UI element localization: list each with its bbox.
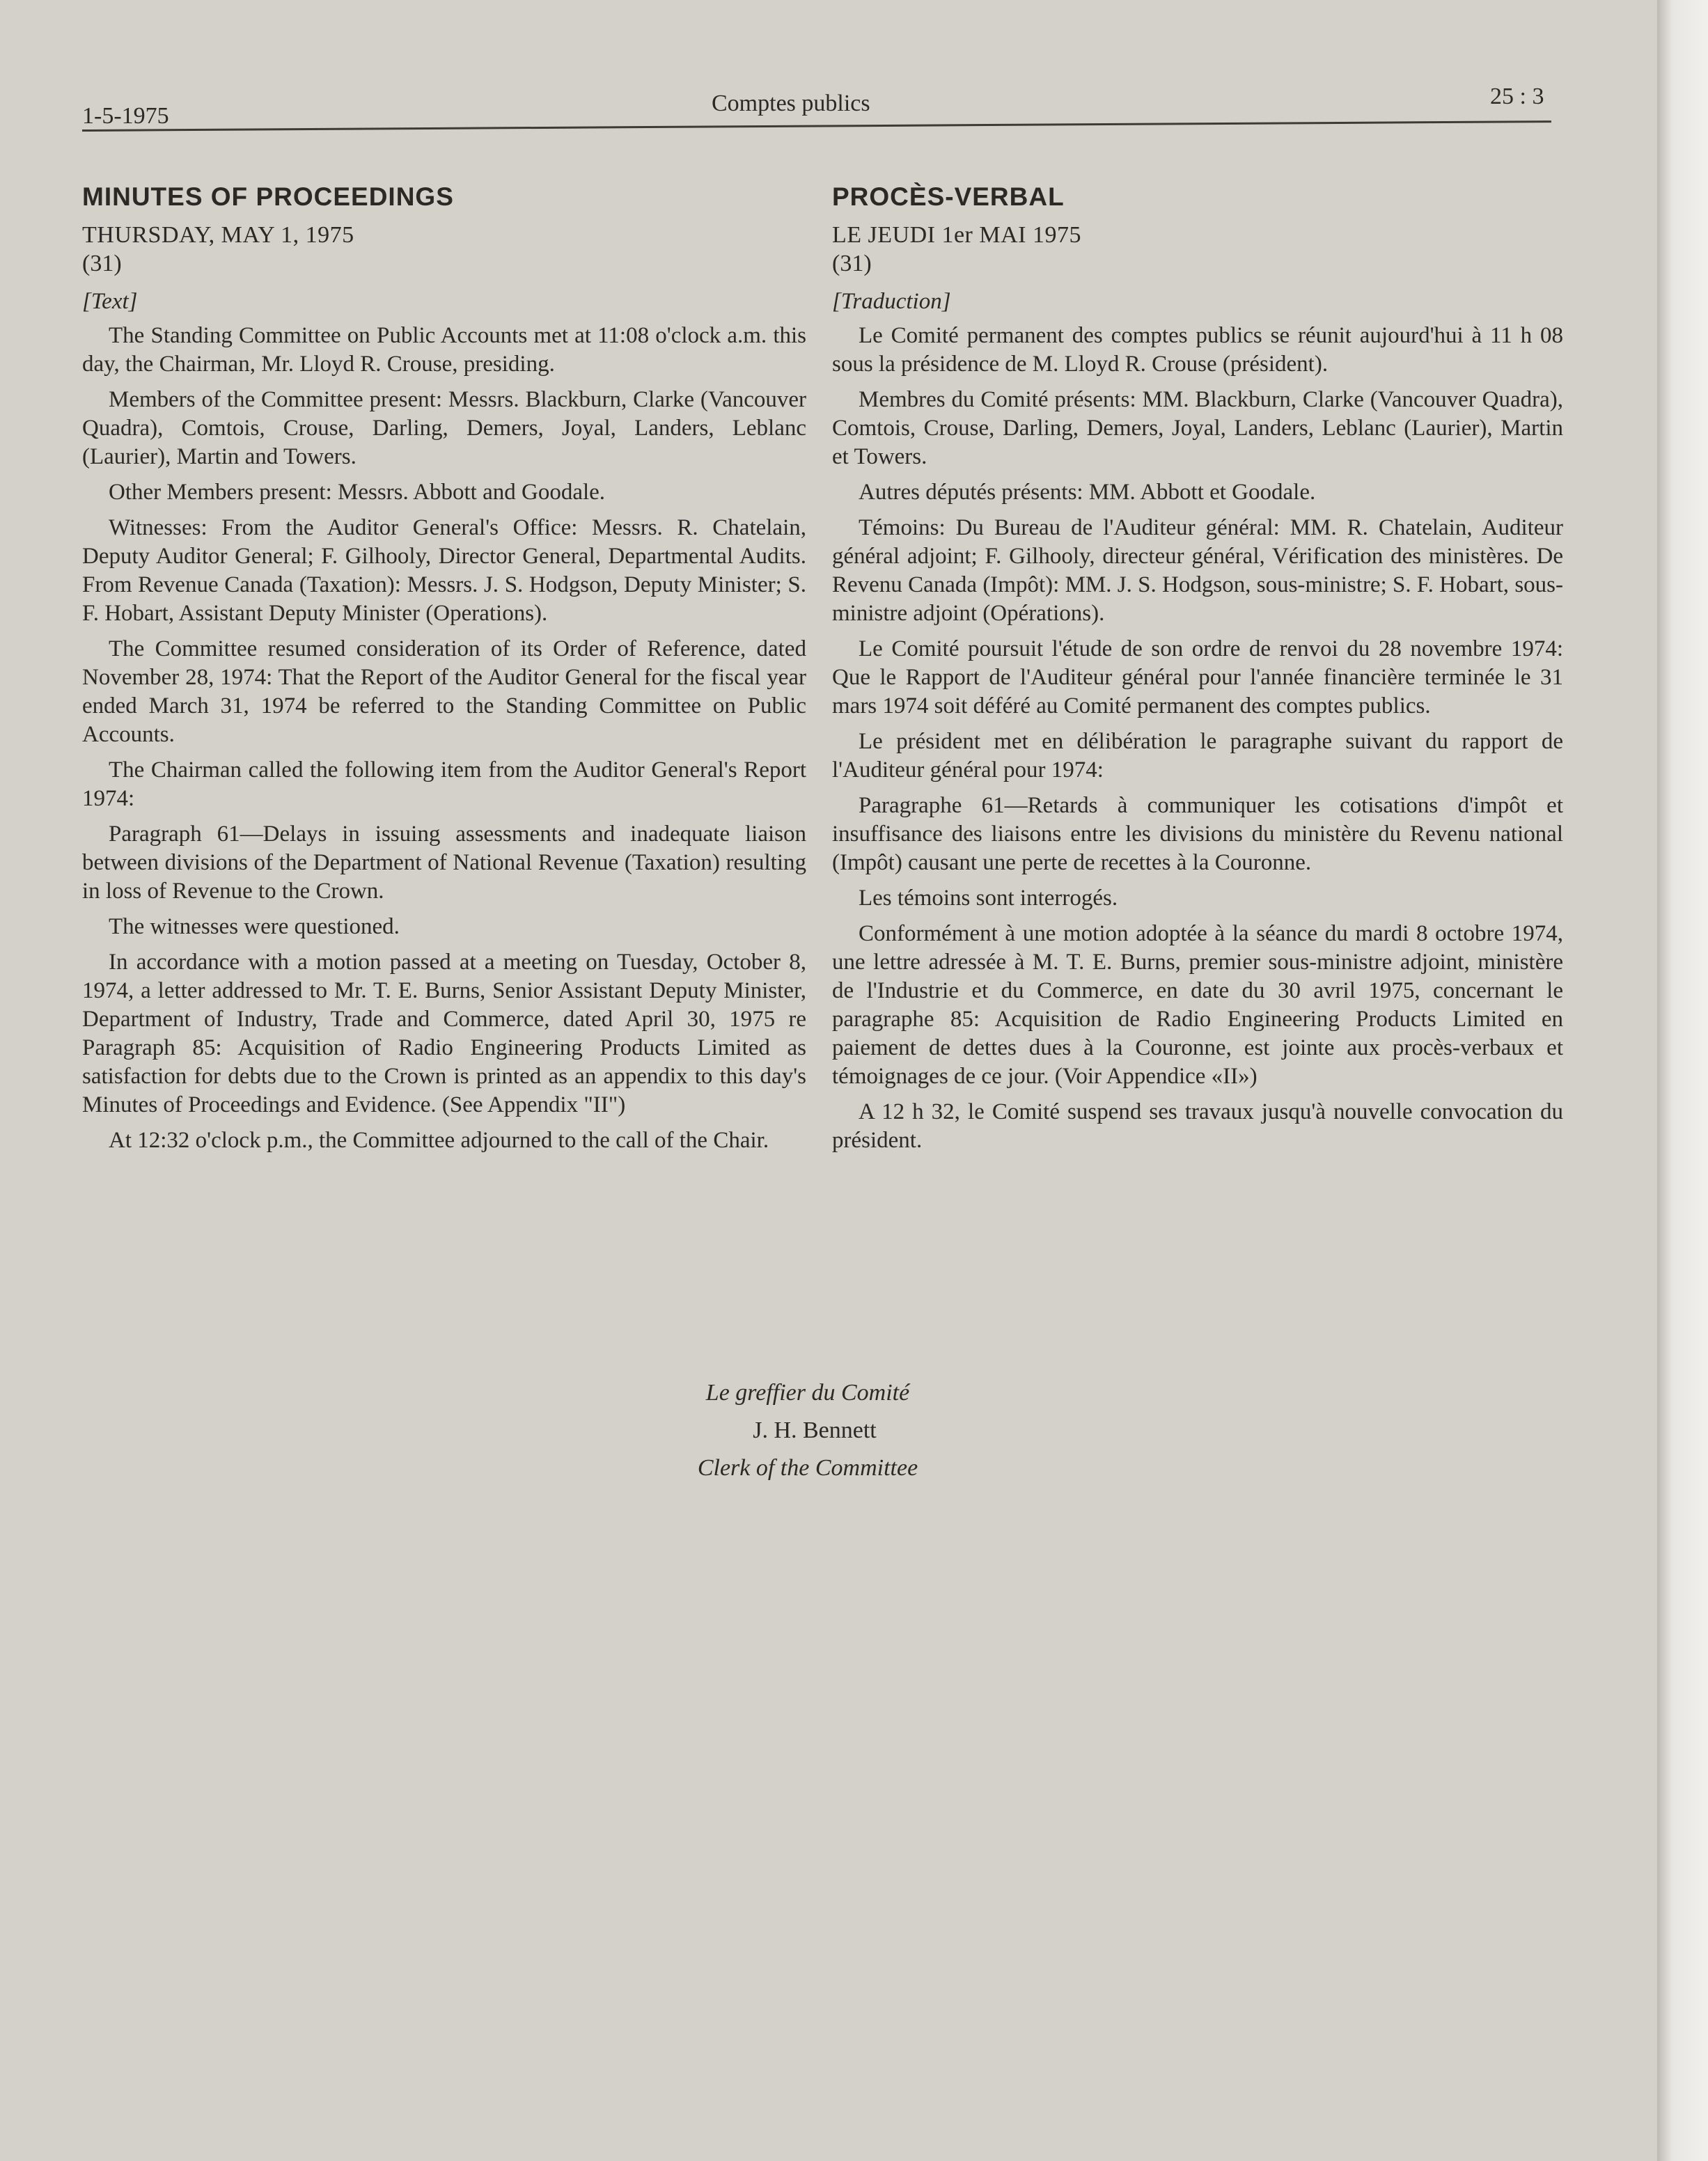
english-paragraph: The Standing Committee on Public Accounts met at 11:08 o'clock a.m. this day, the Chairman, Mr. Lloyd R. Crouse, presiding. (82, 323, 806, 377)
header-title: Comptes publics (712, 91, 870, 116)
english-paragraph: Members of the Committee present: Messrs. Blackburn, Clarke (Vancouver Quadra), Comtois, Crouse, Darling, Demers, Joyal, Landers, Leblanc (Laurier), Martin and Towers. (82, 387, 806, 469)
page-edge (1657, 0, 1708, 2161)
french-paragraph: Le président met en délibération le paragraphe suivant du rapport de l'Auditeur général pour 1974: (832, 729, 1563, 783)
signature-name: J. H. Bennett (753, 1417, 877, 1443)
french-paragraph: Conformément à une motion adoptée à la séance du mardi 8 octobre 1974, une lettre adressée à M. T. E. Burns, premier sous-ministre adjoint, ministère de l'Industrie et du Commerce, en date du 30 avril 1975, concernant le paragraphe 85: Acquisition de Radio Engineering Products Limited en paiement de dettes dues à la Couronne, est jointe aux procès-verbaux et témoignages de ce jour. (Voir Appendice «II») (832, 921, 1563, 1089)
french-paragraph: Témoins: Du Bureau de l'Auditeur général: MM. R. Chatelain, Auditeur général adjoint; F. Gilhooly, directeur général, Vérification des ministères. De Revenu Canada (Impôt): MM. J. S. Hodgson, sous-ministre; S. F. Hobart, sous-ministre adjoint (Opérations). (832, 515, 1563, 626)
french-paragraph: Le Comité permanent des comptes publics se réunit aujourd'hui à 11 h 08 sous la présidence de M. Lloyd R. Crouse (président). (832, 323, 1563, 377)
english-tag: [Text] (82, 289, 138, 314)
english-paragraph: In accordance with a motion passed at a meeting on Tuesday, October 8, 1974, a letter addressed to Mr. T. E. Burns, Senior Assistant Deputy Minister, Department of Industry, Trade and Commerce, dated April 30, 1975 re Paragraph 85: Acquisition of Radio Engineering Products Limited as satisfaction for debts due to the Crown is printed as an appendix to this day's Minutes of Proceedings and Evidence. (See Appendix "II") (82, 950, 806, 1117)
english-paragraph: The Committee resumed consideration of its Order of Reference, dated November 28, 1974: That the Report of the Auditor General for the fiscal year ended March 31, 1974 be referred to the Standing Committee on Public Accounts. (82, 636, 806, 747)
french-paragraph: Autres députés présents: MM. Abbott et Goodale. (859, 480, 1316, 505)
french-column (832, 182, 1563, 1162)
english-paragraph: Witnesses: From the Auditor General's Office: Messrs. R. Chatelain, Deputy Auditor General; F. Gilhooly, Director General, Departmental Audits. From Revenue Canada (Taxation): Messrs. J. S. Hodgson, Deputy Minister; S. F. Hobart, Assistant Deputy Minister (Operations). (82, 515, 806, 626)
english-number: (31) (82, 251, 122, 276)
header-date: 1-5-1975 (82, 103, 169, 129)
english-paragraph: Other Members present: Messrs. Abbott and Goodale. (109, 480, 606, 505)
french-number: (31) (832, 251, 872, 276)
english-paragraph: The Chairman called the following item from the Auditor General's Report 1974: (82, 757, 806, 811)
english-paragraph: At 12:32 o'clock p.m., the Committee adjourned to the call of the Chair. (109, 1128, 769, 1153)
english-date: THURSDAY, MAY 1, 1975 (82, 222, 354, 248)
english-paragraph: Paragraph 61—Delays in issuing assessments and inadequate liaison between divisions of the Department of National Revenue (Taxation) resulting in loss of Revenue to the Crown. (82, 822, 806, 904)
french-paragraph: Le Comité poursuit l'étude de son ordre de renvoi du 28 novembre 1974: Que le Rapport de l'Auditeur général pour l'année financière terminée le 31 mars 1974 soit déféré au Comité permanent des comptes publics. (832, 636, 1563, 718)
header-rule (82, 120, 1551, 132)
french-paragraph: Paragraphe 61—Retards à communiquer les cotisations d'impôt et insuffisance des liaisons entre les divisions du ministère du Revenu national (Impôt) causant une perte de recettes à la Couronne. (832, 793, 1563, 875)
english-column (82, 182, 806, 1162)
english-paragraph: The witnesses were questioned. (109, 914, 400, 939)
french-paragraph: Membres du Comité présents: MM. Blackburn, Clarke (Vancouver Quadra), Comtois, Crouse, Darling, Demers, Joyal, Landers, Leblanc (Laurier), Martin et Towers. (832, 387, 1563, 469)
french-tag: [Traduction] (832, 289, 951, 314)
english-title: MINUTES OF PROCEEDINGS (82, 182, 454, 211)
french-paragraph: A 12 h 32, le Comité suspend ses travaux jusqu'à nouvelle convocation du président. (832, 1099, 1563, 1153)
signature-clerk-french: Le greffier du Comité (705, 1380, 910, 1406)
signature-clerk-english: Clerk of the Committee (697, 1455, 918, 1481)
french-date: LE JEUDI 1er MAI 1975 (832, 222, 1081, 248)
french-title: PROCÈS-VERBAL (832, 182, 1065, 211)
french-paragraph: Les témoins sont interrogés. (859, 886, 1118, 911)
header-page-number: 25 : 3 (1490, 84, 1544, 109)
